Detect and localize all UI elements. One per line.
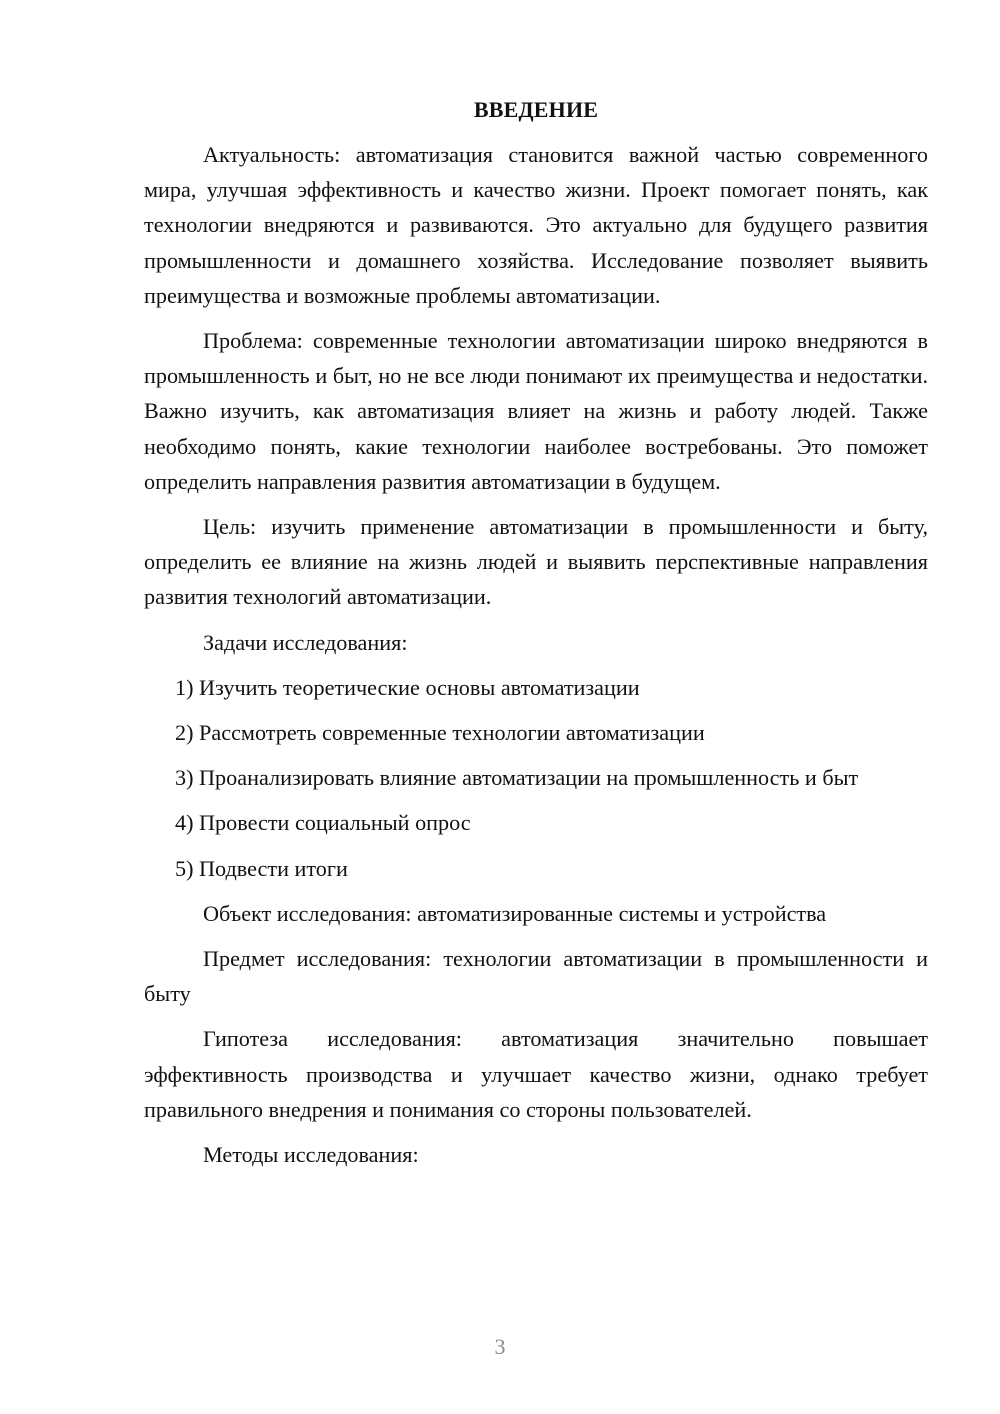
page-number: 3 [494,1334,506,1359]
paragraph-tasks-heading: Задачи исследования: [203,629,408,655]
paragraph-subject: Предмет исследования: технологии автоматизации в промышленности и быту [144,946,928,1007]
task-item-1: 1) Изучить теоретические основы автоматизации [175,674,640,700]
task-item-5: 5) Подвести итоги [175,855,348,881]
section-title: ВВЕДЕНИЕ [473,97,599,122]
paragraph-problem: Проблема: современные технологии автоматизации широко внедряются в промышленность и быт, но не все люди понимают их преимущества и недостатки. Важно изучить, как автоматизация влияет на жизнь и работу людей. Также необходимо понять, какие технологии наиболее востребованы. Это поможет определить направления развития автоматизации в будущем. [144,328,928,494]
page-content [144,92,928,1182]
task-item-4: 4) Провести социальный опрос [175,810,471,836]
task-item-3: 3) Проанализировать влияние автоматизации на промышленность и быт [175,765,859,791]
paragraph-relevance: Актуальность: автоматизация становится важной частью современного мира, улучшая эффективность и качество жизни. Проект помогает понять, как технологии внедряются и развиваются. Это актуально для будущего развития промышленности и домашнего хозяйства. Исследование позволяет выявить преимущества и возможные проблемы автоматизации. [144,142,928,308]
paragraph-methods: Методы исследования: [203,1142,419,1168]
task-item-2: 2) Рассмотреть современные технологии автоматизации [175,720,705,746]
paragraph-goal: Цель: изучить применение автоматизации в промышленности и быту, определить ее влияние на жизнь людей и выявить перспективные направления развития технологий автоматизации. [144,514,928,610]
paragraph-hypothesis: Гипотеза исследования: автоматизация значительно повышает эффективность производства и улучшает качество жизни, однако требует правильного внедрения и понимания со стороны пользователей. [144,1026,928,1122]
paragraph-object: Объект исследования: автоматизированные системы и устройства [203,900,827,926]
